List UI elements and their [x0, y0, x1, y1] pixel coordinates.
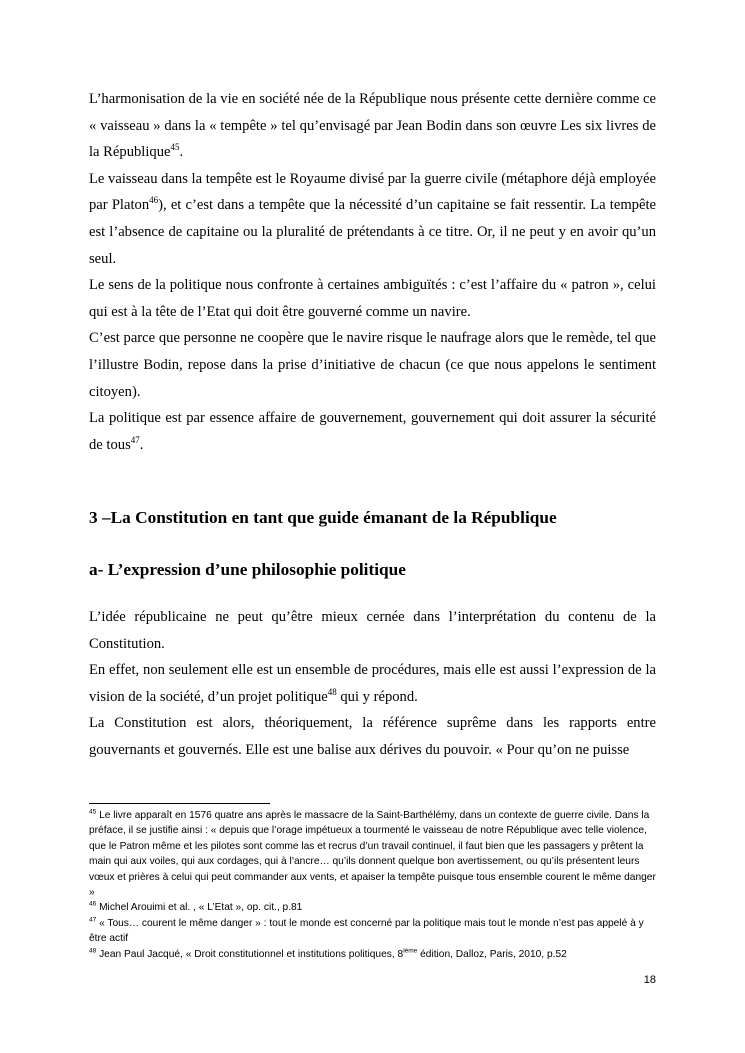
footnote: $^{45}$ Le livre apparaît en 1576 quatre ans après le massacre de la Saint-Barthélémy, dans un contexte de guerre civile. Dans la préface, il se justifie ainsi : « depuis que l’orage impétueux a tourmenté le vaisseau de notre République avec telle violence, que le Patron même et les pilotes sont comme las et recrus d’un travail continuel, il faut bien que les passagers y prêtent la main qui aux voiles, qui aux cordages, qui à l’ancre… qu’ils donnent quelque bon avertissement, ou qu’ils présentent leurs vœux et prières à celui qui peut commander aux vents, et apaiser la tempête puisque tous ensemble courent le même danger »	[89, 808, 656, 899]
footnote: $^{46}$ Michel Arouimi et al. , « L’Etat », op. cit., p.81	[89, 901, 303, 914]
paragraph: La politique est par essence affaire de gouvernement, gouvernement qui doit assurer la sécurité de tous$^{47}$.	[89, 410, 656, 453]
paragraph: Le vaisseau dans la tempête est le Royaume divisé par la guerre civile (métaphore déjà employée par Platon$^{46}$), et c’est dans a tempête que la nécessité d’un capitaine se fait ressentir. La tempête est l’absence de capitaine ou la pluralité de prétendants à ce titre. Or, il ne peut y en avoir qu’un seul.	[89, 170, 656, 267]
page-number: 18	[643, 974, 656, 986]
subsection-heading: a- L’expression d’une philosophie politique	[89, 560, 406, 579]
footnote-ref[interactable]: 45	[170, 142, 180, 153]
paragraph: L’harmonisation de la vie en société née de la République nous présente cette dernière comme ce « vaisseau » dans la « tempête » tel qu’envisagé par Jean Bodin dans son œuvre Les six livres de la République$^{45}$.	[89, 91, 656, 161]
body-text-block	[89, 86, 656, 458]
paragraph: C’est parce que personne ne coopère que le navire risque le naufrage alors que le remède, tel que l’illustre Bodin, repose dans la prise d’initiative de chacun (ce que nous appelons le sentiment citoyen).	[89, 330, 656, 400]
paragraph: En effet, non seulement elle est un ensemble de procédures, mais elle est aussi l’expression de la vision de la société, d’un projet politique$^{48}$ qui y répond.	[89, 662, 656, 705]
footnote-separator	[89, 803, 270, 804]
paragraph: L’idée républicaine ne peut qu’être mieux cernée dans l’interprétation du contenu de la Constitution.	[89, 609, 656, 652]
footnote: $^{47}$ « Tous… courent le même danger » : tout le monde est concerné par la politique mais tout le monde n’est pas appelé à y être actif	[89, 916, 644, 945]
footnote: $^{48}$ Jean Paul Jacqué, « Droit constitutionnel et institutions politiques, 8ième édition, Dalloz, Paris, 2010, p.52	[89, 947, 567, 960]
footnotes	[89, 808, 656, 962]
body-text-block-2	[89, 604, 656, 764]
section-heading: 3 –La Constitution en tant que guide émanant de la République	[89, 508, 557, 527]
paragraph: Le sens de la politique nous confronte à certaines ambiguïtés : c’est l’affaire du « patron », celui qui est à la tête de l’Etat qui doit être gouverné comme un navire.	[89, 277, 656, 320]
footnote-ref[interactable]: 46	[149, 195, 159, 206]
footnote-ref[interactable]: 47	[130, 434, 140, 445]
paragraph: La Constitution est alors, théoriquement, la référence suprême dans les rapports entre gouvernants et gouvernés. Elle est une balise aux dérives du pouvoir. « Pour qu’on ne puisse	[89, 715, 656, 758]
footnote-ref[interactable]: 48	[327, 686, 337, 697]
